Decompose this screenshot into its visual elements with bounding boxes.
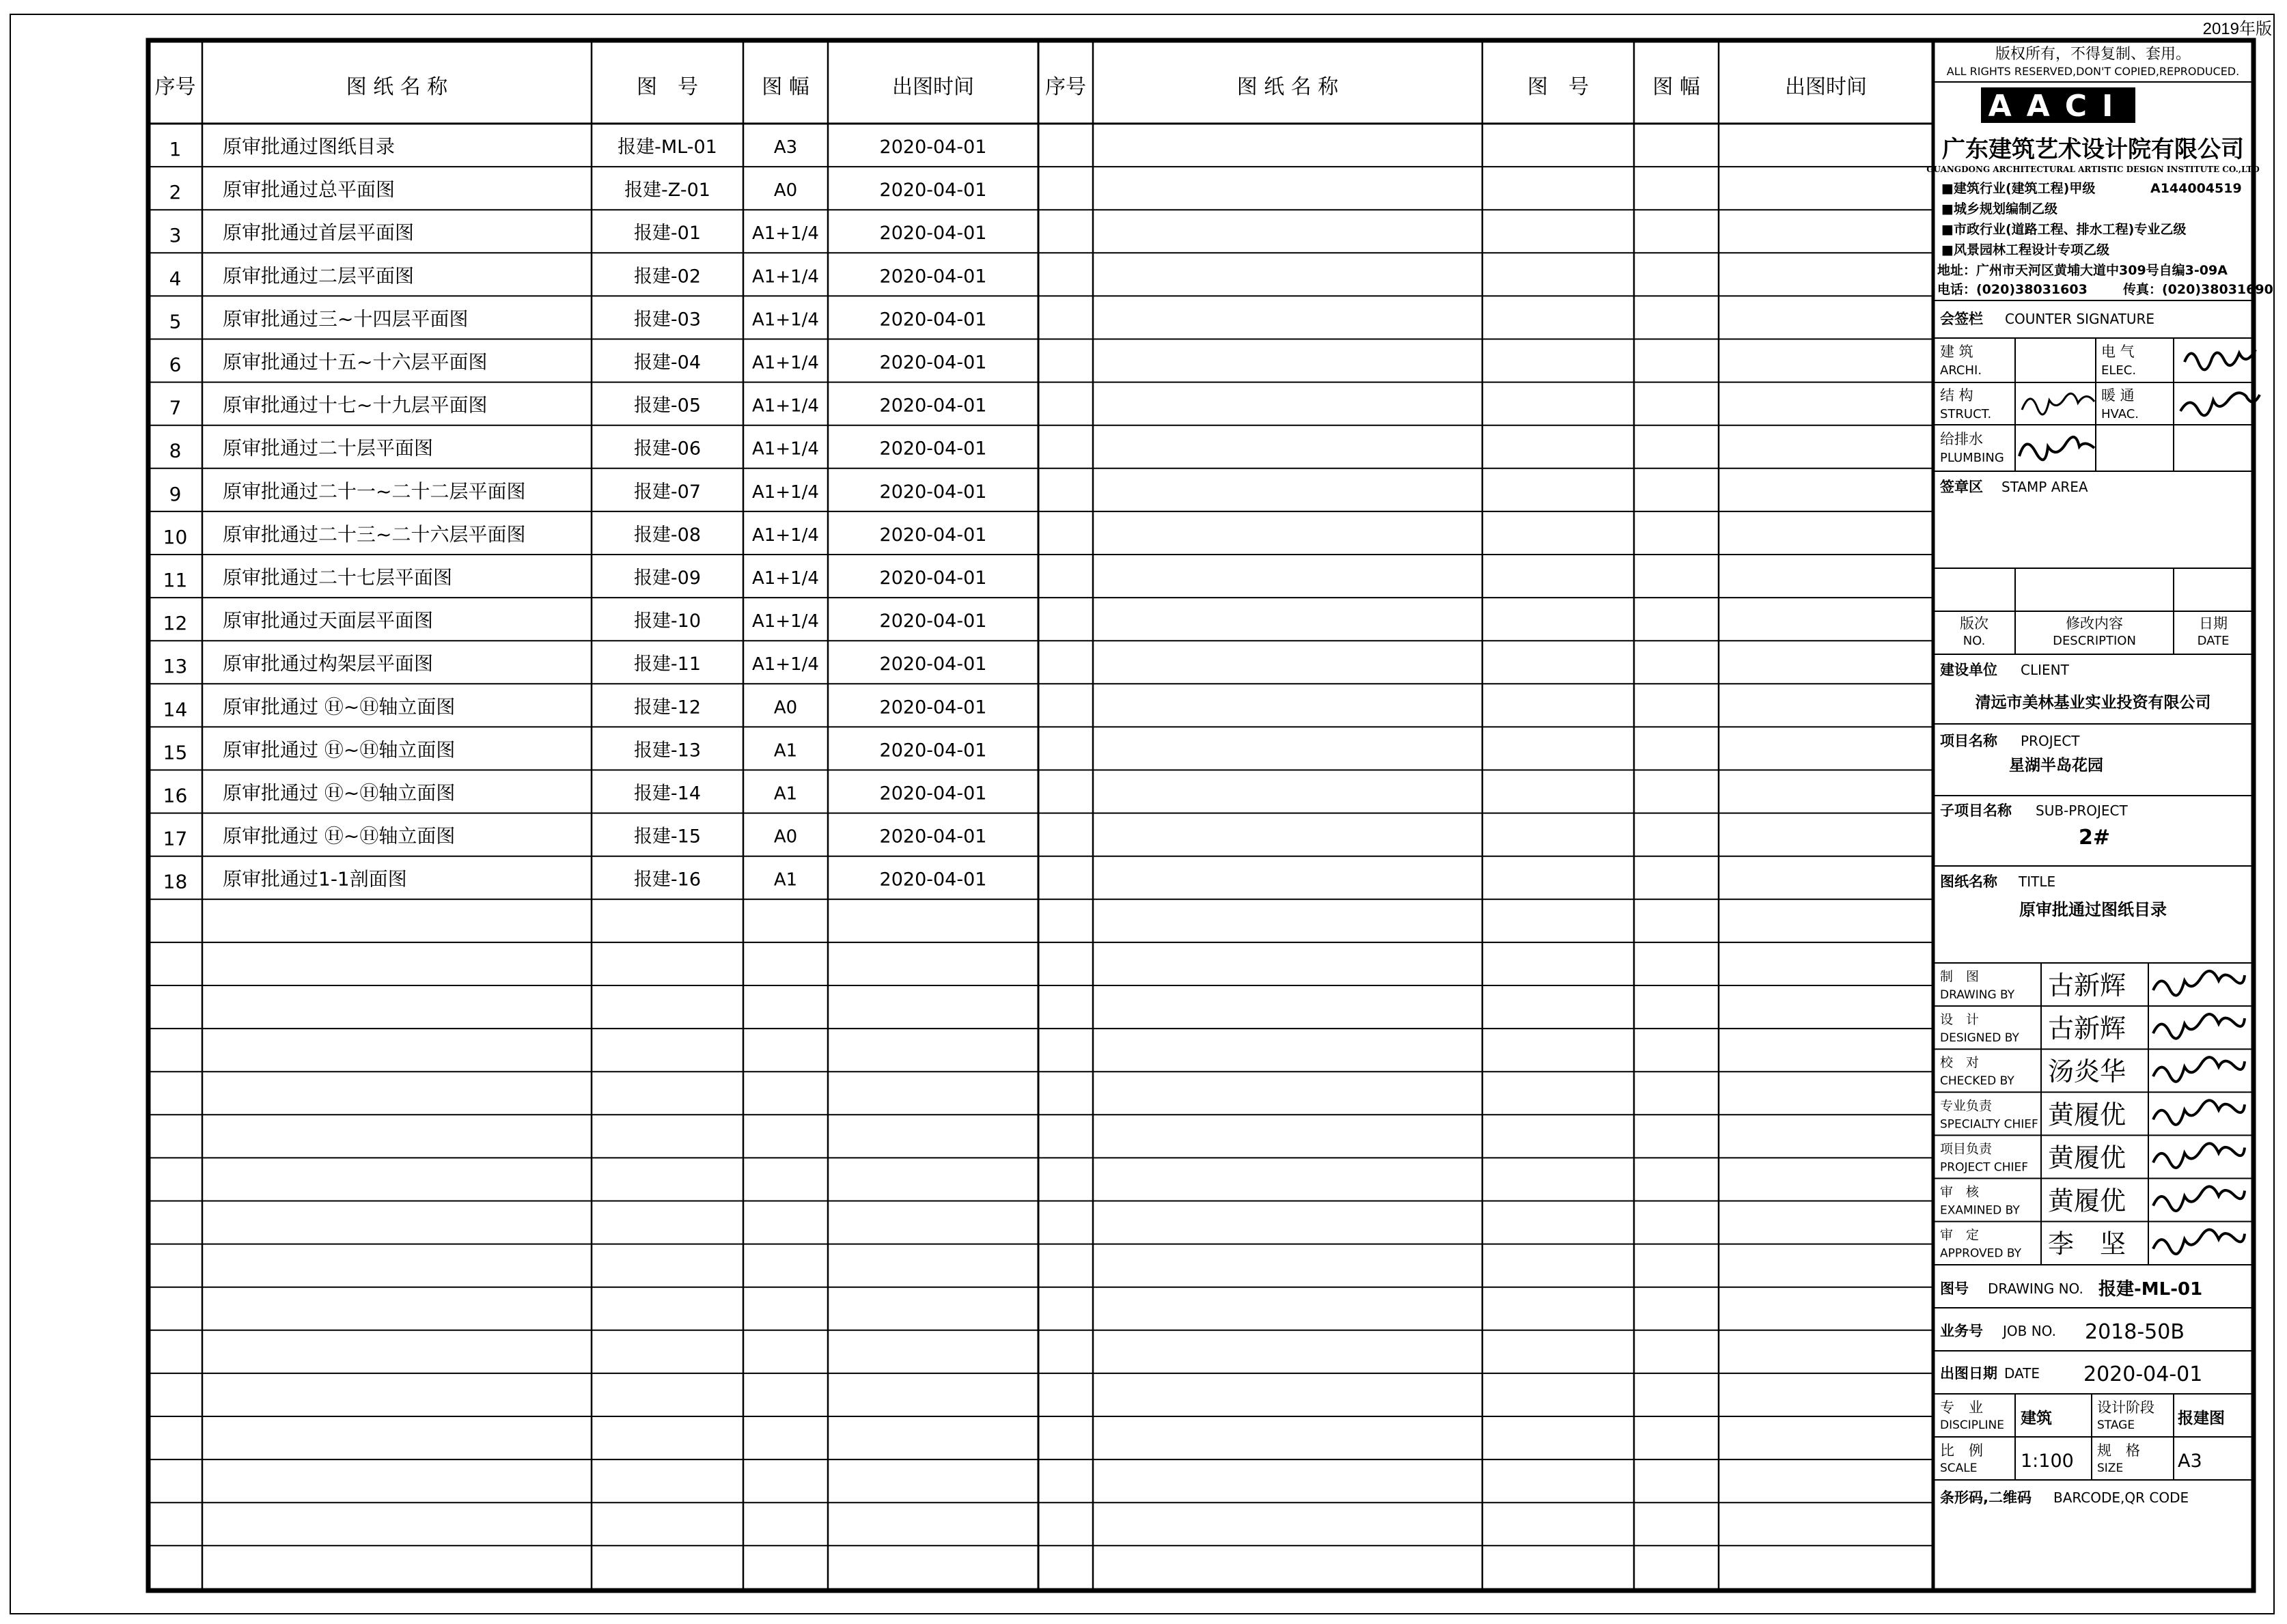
- cell-sheet-size: A1+1/4: [752, 568, 819, 589]
- table-row: [163, 523, 987, 548]
- cell-sheet-size: A1+1/4: [752, 654, 819, 675]
- discipline-label-cn: 专 业: [1940, 1399, 1983, 1416]
- staff-role-cn: 项目负责: [1940, 1141, 1993, 1157]
- cell-drawing-name: 原审批通过三~十四层平面图: [223, 307, 469, 331]
- table-row: [169, 264, 987, 290]
- revision-date-label-cn: 日期: [2199, 615, 2228, 632]
- staff-role-en: DESIGNED BY: [1940, 1031, 2019, 1046]
- cell-drawing-name: 原审批通过1-1剖面图: [223, 867, 407, 891]
- cell-drawing-no: 报建-14: [633, 783, 702, 804]
- cell-row-no: 15: [163, 741, 188, 764]
- staff-row: [1940, 1012, 2245, 1045]
- cell-drawing-no: 报建-ML-01: [618, 137, 717, 158]
- cell-drawing-name: 原审批通过天面层平面图: [223, 609, 434, 632]
- cell-drawing-no: 报建-04: [633, 352, 702, 374]
- subproject-label-cn: 子项目名称: [1940, 802, 2012, 819]
- hvac-signature: [2180, 393, 2260, 415]
- cell-drawing-name: 原审批通过 Ⓗ~Ⓗ轴立面图: [223, 781, 456, 804]
- staff-signature: [2153, 1100, 2245, 1125]
- cell-issue-date: 2020-04-01: [879, 783, 987, 804]
- cell-issue-date: 2020-04-01: [879, 309, 987, 331]
- cell-row-no: 12: [163, 612, 188, 635]
- cell-drawing-no: 报建-02: [633, 266, 702, 288]
- table-row: [163, 868, 987, 893]
- archi-label-en: ARCHI.: [1940, 363, 1982, 378]
- cell-row-no: 14: [163, 698, 188, 721]
- cell-sheet-size: A1+1/4: [752, 223, 819, 244]
- staff-role-en: EXAMINED BY: [1940, 1203, 2020, 1218]
- cell-drawing-name: 原审批通过十五~十六层平面图: [223, 350, 488, 374]
- staff-row: [1940, 1098, 2245, 1131]
- cell-row-no: 13: [163, 655, 188, 678]
- staff-name: 黄履优: [2048, 1100, 2126, 1130]
- cell-issue-date: 2020-04-01: [879, 568, 987, 589]
- staff-name: 古新辉: [2048, 970, 2126, 1000]
- cell-row-no: 2: [169, 181, 182, 204]
- cell-sheet-size: A1+1/4: [752, 481, 819, 503]
- job-no-value: 2018-50B: [2085, 1320, 2185, 1344]
- title-label-cn: 图纸名称: [1940, 873, 1997, 890]
- cell-sheet-size: A1+1/4: [752, 611, 819, 632]
- table-row: [169, 351, 987, 376]
- table-row: [169, 135, 987, 160]
- cell-sheet-size: A0: [773, 180, 798, 201]
- cell-sheet-size: A1+1/4: [752, 352, 819, 374]
- staff-role-cn: 设 计: [1940, 1012, 1980, 1028]
- size-label-en: SIZE: [2097, 1461, 2124, 1475]
- issue-date-label-cn: 出图日期: [1940, 1365, 1997, 1382]
- cell-issue-date: 2020-04-01: [879, 438, 987, 460]
- cell-drawing-no: 报建-08: [633, 524, 702, 546]
- cell-sheet-size: A0: [773, 697, 798, 718]
- project-label-cn: 项目名称: [1940, 733, 1997, 749]
- header-drawing-name-2: 图 纸 名 称: [1236, 75, 1339, 99]
- staff-row: [1940, 1228, 2245, 1261]
- edition-label: 2019年版: [2202, 20, 2272, 38]
- qualification-2: ■城乡规划编制乙级: [1941, 201, 2057, 216]
- hvac-label-cn: 暖 通: [2101, 387, 2135, 404]
- issue-date-value: 2020-04-01: [2083, 1362, 2203, 1386]
- scale-value: 1:100: [2021, 1451, 2074, 1472]
- scale-label-cn: 比 例: [1940, 1442, 1983, 1459]
- cell-drawing-no: 报建-15: [633, 826, 702, 848]
- table-row: [163, 609, 987, 634]
- cell-row-no: 6: [169, 353, 182, 376]
- cell-issue-date: 2020-04-01: [879, 481, 987, 503]
- header-drawing-no: 图 号: [637, 75, 698, 99]
- table-row: [163, 782, 987, 807]
- cell-drawing-no: 报建-12: [633, 697, 702, 718]
- staff-signature: [2153, 1186, 2245, 1211]
- table-body: [163, 135, 987, 893]
- cell-sheet-size: A0: [773, 826, 798, 848]
- cell-drawing-name: 原审批通过 Ⓗ~Ⓗ轴立面图: [223, 738, 456, 761]
- cell-row-no: 8: [169, 439, 182, 462]
- discipline-value: 建筑: [2021, 1410, 2052, 1427]
- staff-name: 黄履优: [2048, 1143, 2126, 1173]
- drawing-no-label-cn: 图号: [1940, 1280, 1969, 1297]
- table-header: [155, 75, 1868, 99]
- cell-drawing-no: 报建-11: [633, 654, 702, 675]
- header-sheet-size: 图 幅: [762, 75, 809, 99]
- drawing-title: 原审批通过图纸目录: [2019, 900, 2167, 919]
- cell-row-no: 7: [169, 396, 182, 419]
- project-name: 星湖半岛花园: [2009, 757, 2103, 774]
- size-label-cn: 规 格: [2097, 1442, 2140, 1459]
- staff-role-en: APPROVED BY: [1940, 1246, 2022, 1261]
- staff-signature: [2153, 1057, 2245, 1082]
- stage-label-cn: 设计阶段: [2097, 1399, 2154, 1416]
- company-name-en: GUANGDONG ARCHITECTURAL ARTISTIC DESIGN INSTITUTE CO.,LTD: [1926, 165, 2260, 174]
- cell-drawing-name: 原审批通过首层平面图: [223, 221, 415, 244]
- client-label-cn: 建设单位: [1940, 662, 1997, 678]
- cell-drawing-name: 原审批通过二十一~二十二层平面图: [223, 479, 526, 503]
- cell-drawing-no: 报建-10: [633, 611, 702, 632]
- staff-role-cn: 审 定: [1940, 1227, 1980, 1243]
- plumbing-signature: [2019, 437, 2094, 460]
- staff-role-cn: 审 核: [1940, 1184, 1980, 1200]
- cell-drawing-name: 原审批通过构架层平面图: [223, 652, 434, 675]
- stamp-area-label-cn: 签章区: [1940, 479, 1983, 495]
- cell-sheet-size: A1+1/4: [752, 438, 819, 460]
- cell-row-no: 9: [169, 482, 182, 505]
- cell-row-no: 1: [169, 138, 182, 160]
- company-address: 地址：广州市天河区黄埔大道中309号自编3-09A: [1937, 263, 2228, 278]
- table-row: [169, 307, 987, 333]
- table-row: [163, 825, 987, 850]
- struct-signature: [2022, 393, 2094, 415]
- cell-sheet-size: A1: [773, 740, 798, 761]
- staff-name: 古新辉: [2048, 1013, 2126, 1044]
- cell-drawing-name: 原审批通过总平面图: [223, 178, 396, 201]
- drawing-no-value: 报建-ML-01: [2098, 1279, 2203, 1300]
- table-row: [163, 738, 987, 764]
- cell-drawing-name: 原审批通过二十三~二十六层平面图: [223, 522, 526, 546]
- cell-drawing-no: 报建-Z-01: [624, 180, 710, 201]
- table-row: [169, 178, 987, 204]
- subproject-value: 2#: [2078, 826, 2111, 850]
- cell-sheet-size: A1+1/4: [752, 309, 819, 331]
- barcode-label-cn: 条形码,二维码: [1940, 1489, 2032, 1506]
- plumbing-label-en: PLUMBING: [1940, 451, 2004, 465]
- staff-role-cn: 制 图: [1940, 969, 1980, 984]
- cell-sheet-size: A1: [773, 869, 798, 891]
- cell-drawing-name: 原审批通过二十七层平面图: [223, 566, 453, 589]
- staff-role-en: DRAWING BY: [1940, 988, 2015, 1002]
- cell-drawing-no: 报建-07: [633, 481, 702, 503]
- qualification-3: ■市政行业(道路工程、排水工程)专业乙级: [1941, 222, 2187, 237]
- title-block: [1926, 40, 2273, 1591]
- struct-label-cn: 结 构: [1940, 387, 1973, 404]
- cell-drawing-name: 原审批通过 Ⓗ~Ⓗ轴立面图: [223, 824, 456, 848]
- client-label-en: CLIENT: [2021, 662, 2069, 678]
- cell-issue-date: 2020-04-01: [879, 395, 987, 417]
- elec-label-cn: 电 气: [2101, 344, 2135, 360]
- staff-row: [1940, 1141, 2245, 1174]
- company-name: 广东建筑艺术设计院有限公司: [1942, 136, 2244, 163]
- cell-drawing-name: 原审批通过二十层平面图: [223, 436, 434, 460]
- cell-row-no: 3: [169, 224, 182, 247]
- staff-name: 李 坚: [2048, 1229, 2126, 1259]
- elec-signature: [2185, 350, 2256, 369]
- cell-drawing-no: 报建-09: [633, 568, 702, 589]
- revision-desc-label-cn: 修改内容: [2066, 615, 2123, 632]
- staff-name: 汤炎华: [2048, 1056, 2126, 1087]
- header-drawing-no-2: 图 号: [1527, 75, 1589, 99]
- cell-issue-date: 2020-04-01: [879, 611, 987, 632]
- cell-issue-date: 2020-04-01: [879, 223, 987, 244]
- job-no-label-en: JOB NO.: [2003, 1323, 2056, 1339]
- elec-label-en: ELEC.: [2101, 363, 2137, 378]
- cell-issue-date: 2020-04-01: [879, 180, 987, 201]
- issue-date-label-en: DATE: [2004, 1365, 2040, 1382]
- cell-row-no: 11: [163, 569, 188, 591]
- countersign-label-cn: 会签栏: [1940, 311, 1983, 327]
- archi-label-cn: 建 筑: [1940, 344, 1973, 360]
- project-label-en: PROJECT: [2021, 733, 2080, 749]
- copyright-cn: 版权所有，不得复制、套用。: [1995, 46, 2191, 63]
- revision-date-label-en: DATE: [2197, 634, 2230, 648]
- cell-row-no: 16: [163, 784, 188, 807]
- staff-signature: [2153, 1014, 2245, 1039]
- cell-row-no: 17: [163, 827, 188, 850]
- staff-row: [1940, 969, 2245, 1002]
- header-issue-date-2: 出图时间: [1785, 75, 1867, 99]
- header-sheet-size-2: 图 幅: [1652, 75, 1700, 99]
- staff-signature: [2153, 971, 2245, 996]
- cell-sheet-size: A1: [773, 783, 798, 804]
- qualification-4: ■风景园林工程设计专项乙级: [1941, 242, 2109, 257]
- client-name: 清远市美林基业实业投资有限公司: [1975, 694, 2211, 712]
- cell-drawing-no: 报建-13: [633, 740, 702, 761]
- cell-sheet-size: A1+1/4: [752, 395, 819, 417]
- table-row: [169, 437, 987, 462]
- staff-role-en: PROJECT CHIEF: [1940, 1160, 2029, 1175]
- cell-issue-date: 2020-04-01: [879, 352, 987, 374]
- staff-role-cn: 专业负责: [1940, 1098, 1993, 1114]
- company-fax: 传真：(020)38031690: [2123, 282, 2273, 297]
- cell-issue-date: 2020-04-01: [879, 654, 987, 675]
- table-row: [163, 652, 987, 677]
- cell-row-no: 4: [169, 267, 182, 290]
- discipline-label-en: DISCIPLINE: [1940, 1418, 2004, 1432]
- cell-drawing-name: 原审批通过十七~十九层平面图: [223, 393, 488, 417]
- staff-rows: [1940, 969, 2245, 1261]
- drawing-no-label-en: DRAWING NO.: [1988, 1280, 2083, 1297]
- table-row: [163, 695, 987, 720]
- copyright-en: ALL RIGHTS RESERVED,DON'T COPIED,REPRODUCED.: [1946, 65, 2240, 78]
- staff-signature: [2153, 1230, 2245, 1255]
- plumbing-label-cn: 给排水: [1940, 431, 1983, 447]
- cell-row-no: 10: [163, 525, 188, 548]
- stage-value: 报建图: [2178, 1410, 2225, 1427]
- table-row: [163, 566, 987, 591]
- size-value: A3: [2178, 1451, 2202, 1472]
- cell-drawing-no: 报建-16: [633, 869, 702, 891]
- logo-text: AACI: [1988, 89, 2129, 124]
- cell-drawing-name: 原审批通过 Ⓗ~Ⓗ轴立面图: [223, 695, 456, 718]
- title-label-en: TITLE: [2019, 873, 2056, 890]
- hvac-label-en: HVAC.: [2101, 407, 2139, 421]
- cell-sheet-size: A1+1/4: [752, 266, 819, 288]
- header-issue-date: 出图时间: [892, 75, 974, 99]
- staff-signature: [2153, 1143, 2245, 1168]
- cell-drawing-no: 报建-03: [633, 309, 702, 331]
- struct-label-en: STRUCT.: [1940, 407, 1992, 421]
- header-drawing-name: 图 纸 名 称: [346, 75, 448, 99]
- staff-row: [1940, 1055, 2245, 1088]
- staff-role-en: SPECIALTY CHIEF: [1940, 1117, 2038, 1132]
- table-row: [169, 221, 987, 247]
- cell-drawing-no: 报建-06: [633, 438, 702, 460]
- cell-issue-date: 2020-04-01: [879, 697, 987, 718]
- table-grid: [148, 40, 1933, 1591]
- cell-issue-date: 2020-04-01: [879, 869, 987, 891]
- revision-no-label-en: NO.: [1963, 634, 1986, 648]
- cell-drawing-no: 报建-05: [633, 395, 702, 417]
- stage-label-en: STAGE: [2097, 1418, 2135, 1432]
- company-phone: 电话：(020)38031603: [1937, 282, 2088, 297]
- countersign-label-en: COUNTER SIGNATURE: [2005, 311, 2154, 327]
- barcode-label-en: BARCODE,QR CODE: [2053, 1489, 2189, 1506]
- revision-desc-label-en: DESCRIPTION: [2053, 634, 2136, 648]
- revision-no-label-cn: 版次: [1960, 615, 1988, 632]
- cell-row-no: 18: [163, 870, 188, 893]
- qualification-1-no: A144004519: [2150, 181, 2242, 196]
- qualification-1: ■建筑行业(建筑工程)甲级: [1941, 181, 2096, 196]
- cell-drawing-name: 原审批通过二层平面图: [223, 264, 415, 288]
- job-no-label-cn: 业务号: [1940, 1323, 1983, 1339]
- scale-label-en: SCALE: [1940, 1461, 1978, 1475]
- subproject-label-en: SUB-PROJECT: [2036, 802, 2128, 819]
- staff-row: [1940, 1185, 2245, 1218]
- table-row: [169, 394, 987, 419]
- cell-issue-date: 2020-04-01: [879, 740, 987, 761]
- header-row-no-2: 序号: [1045, 75, 1086, 99]
- table-row: [169, 480, 987, 505]
- cell-issue-date: 2020-04-01: [879, 826, 987, 848]
- staff-role-en: CHECKED BY: [1940, 1074, 2014, 1089]
- cell-drawing-name: 原审批通过图纸目录: [223, 135, 396, 158]
- cell-issue-date: 2020-04-01: [879, 266, 987, 288]
- header-row-no: 序号: [154, 75, 196, 99]
- cell-issue-date: 2020-04-01: [879, 137, 987, 158]
- staff-role-cn: 校 对: [1940, 1055, 1980, 1071]
- company-logo: [1981, 87, 2135, 124]
- cell-row-no: 5: [169, 310, 182, 333]
- cell-issue-date: 2020-04-01: [879, 524, 987, 546]
- cell-sheet-size: A1+1/4: [752, 524, 819, 546]
- staff-name: 黄履优: [2048, 1186, 2126, 1216]
- cell-drawing-no: 报建-01: [633, 223, 702, 244]
- cell-sheet-size: A3: [773, 137, 798, 158]
- stamp-area-label-en: STAMP AREA: [2001, 479, 2088, 495]
